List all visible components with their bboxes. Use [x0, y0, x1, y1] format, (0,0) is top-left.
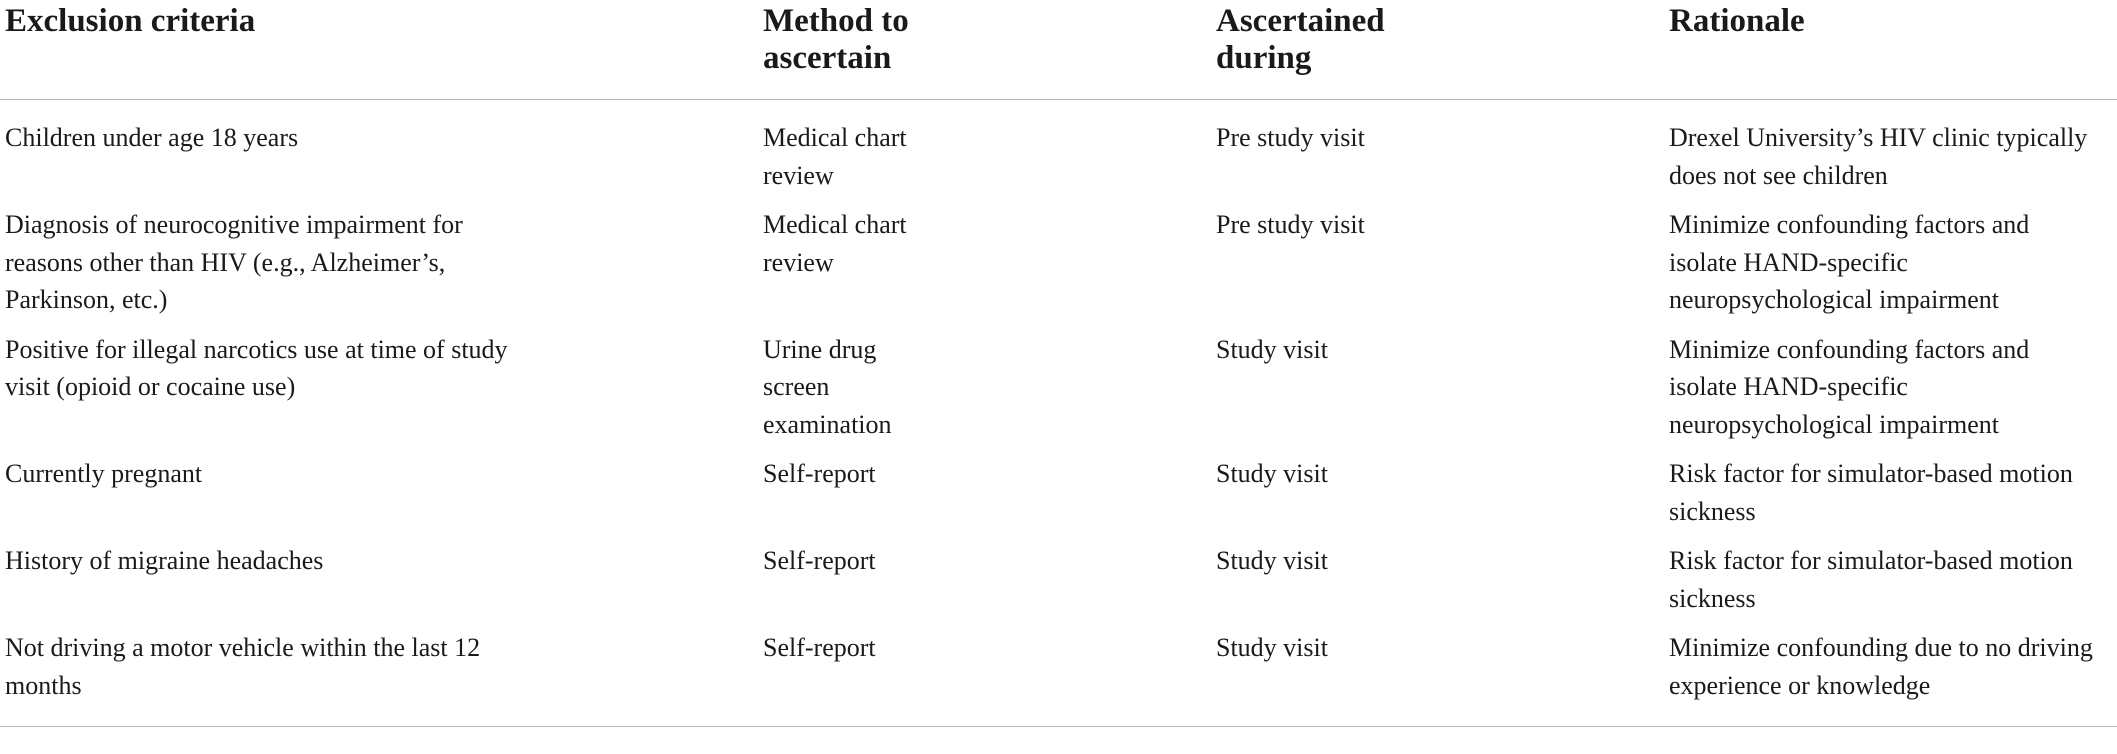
cell-ascertained: Study visit [1216, 334, 1328, 364]
cell-ascertained: Pre study visit [1216, 123, 1365, 152]
cell-rationale: Risk factor for simulator-based motion sickness [1669, 546, 2073, 613]
cell-method: Medical chart review [763, 123, 907, 190]
header-method-to-ascertain: Method to ascertain [758, 0, 1211, 100]
table-row [0, 455, 2117, 542]
header-ascertained-during: Ascertained during [1211, 0, 1664, 100]
table-header [0, 0, 2117, 100]
cell-method: Self-report [763, 546, 876, 575]
cell-exclusion: History of migraine headaches [5, 546, 324, 575]
cell-exclusion: Children under age 18 years [5, 123, 299, 152]
header-rationale: Rationale [1664, 0, 2117, 100]
cell-rationale: Drexel University’s HIV clinic typically does not see children [1669, 123, 2088, 190]
table-row [0, 629, 2117, 727]
cell-ascertained: Study visit [1216, 459, 1328, 488]
cell-exclusion: Positive for illegal narcotics use at time of study visit (opioid or cocaine use) [5, 334, 508, 401]
cell-rationale: Risk factor for simulator-based motion sickness [1669, 459, 2073, 526]
header-exclusion-criteria: Exclusion criteria [0, 0, 758, 100]
cell-rationale: Minimize confounding due to no driving experience or knowledge [1664, 629, 2117, 727]
cell-ascertained: Study visit [1216, 546, 1328, 575]
cell-method: Urine drug screen examination [763, 334, 892, 439]
cell-exclusion: Currently pregnant [5, 459, 203, 488]
table-body [0, 100, 2117, 727]
cell-method: Medical chart review [763, 210, 907, 277]
cell-ascertained: Study visit [1211, 629, 1664, 727]
table-row [0, 206, 2117, 331]
cell-rationale: Minimize confounding factors and isolate HAND-specific neuropsychological impairment [1669, 334, 2030, 439]
table-row [0, 542, 2117, 629]
header-row [0, 0, 2117, 100]
cell-method: Self-report [758, 629, 1211, 727]
table-row [0, 331, 2117, 456]
table-row [0, 100, 2117, 207]
cell-exclusion: Not driving a motor vehicle within the last 12 months [0, 629, 758, 727]
cell-exclusion: Diagnosis of neurocognitive impairment for reasons other than HIV (e.g., Alzheimer’s, Parkinson, etc.) [5, 210, 463, 314]
cell-method: Self-report [763, 459, 876, 488]
cell-rationale: Minimize confounding factors and isolate HAND-specific neuropsychological impairment [1669, 210, 2030, 314]
cell-ascertained: Pre study visit [1216, 210, 1365, 239]
